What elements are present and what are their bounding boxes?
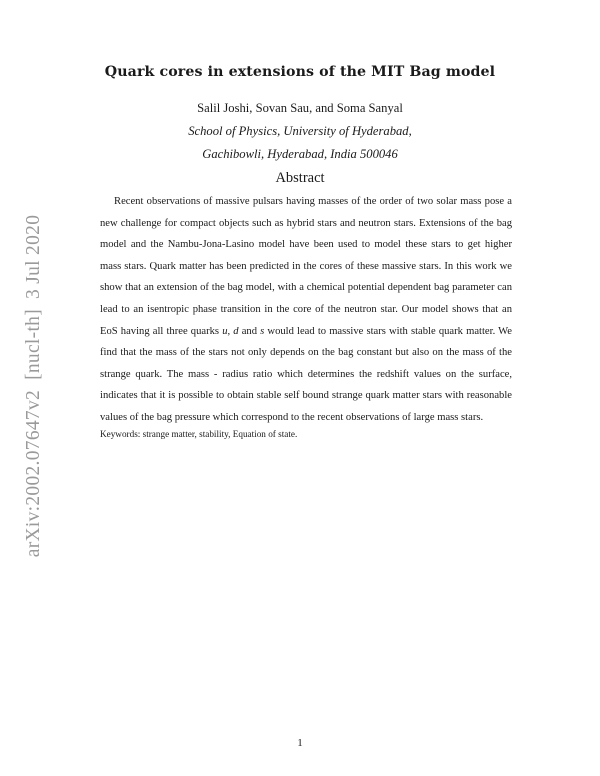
abstract-heading: Abstract <box>275 170 325 186</box>
affiliation-line-2: Gachibowli, Hyderabad, India 500046 <box>202 147 398 161</box>
arxiv-date: 3 Jul 2020 <box>23 214 44 299</box>
keywords-line: Keywords: strange matter, stability, Equation of state. <box>100 429 298 439</box>
abstract-body: Recent observations of massive pulsars having masses of the order of two solar mass pose a new challenge for compact objects such as hybrid stars and neutron stars. Extensions of the bag model and the Nambu-Jona-Lasino model have been used to model these stars to get higher mass stars. Quark matter has been predicted in the cores of these massive stars. In this work we show that an extension of the bag model, with a chemical potential dependent bag parameter can lead to an isentropic phase transition in the core of the neutron star. Our model shows that an EoS having all three quarks u, d and s would lead to massive stars with stable quark matter. We find that the mass of the stars not only depends on the bag constant but also on the mass of the strange quark. The mass - radius ratio which determines the redshift values on the surface, indicates that it is possible to obtain stable self bound strange quark matter stars with reasonable values of the bag pressure which correspond to the recent observations of large mass stars. <box>100 196 513 423</box>
affiliation-line-1: School of Physics, University of Hyderabad, <box>188 124 412 138</box>
arxiv-stamp <box>23 215 45 558</box>
paper-title: Quark cores in extensions of the MIT Bag model <box>104 64 496 80</box>
page-number: 1 <box>297 737 303 749</box>
author-list: Salil Joshi, Sovan Sau, and Soma Sanyal <box>197 101 403 115</box>
arxiv-identifier: arXiv:2002.07647v2 <box>23 389 44 558</box>
arxiv-category: [nucl-th] <box>23 309 44 380</box>
